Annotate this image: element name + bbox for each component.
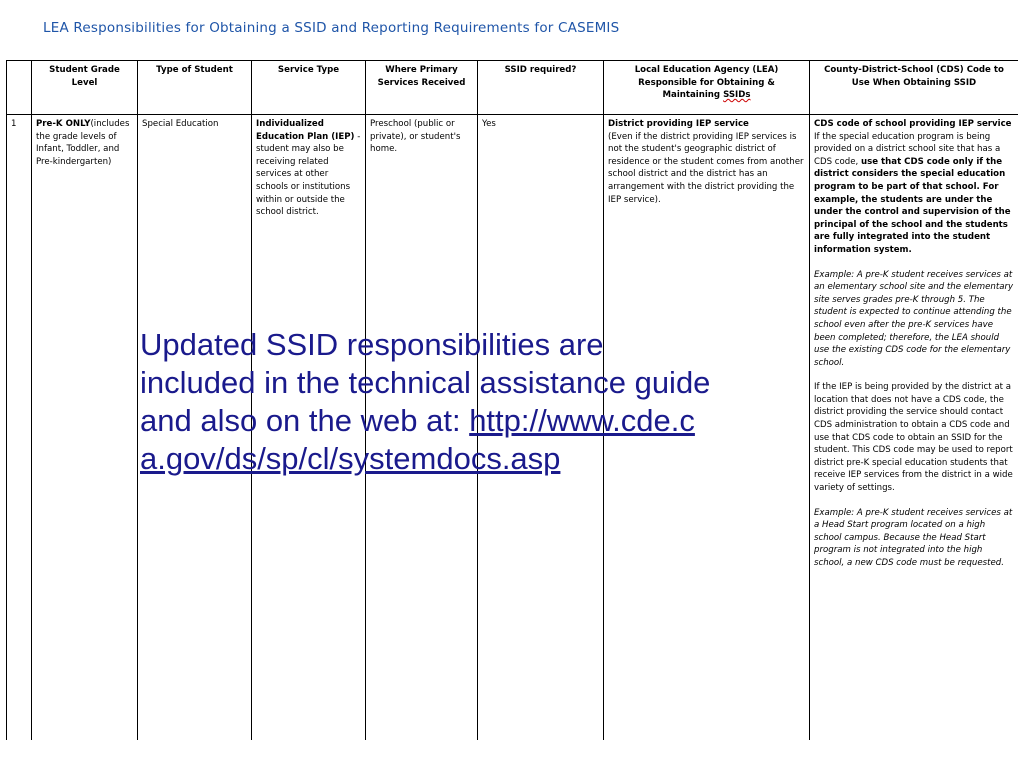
- cell-grade-level: [32, 115, 138, 741]
- spacer: [814, 369, 1014, 381]
- header-cds-code: County-District-School (CDS) Code to Use When Obtaining SSID: [810, 61, 1019, 115]
- lea-bold: District providing IEP service: [608, 119, 749, 129]
- spacer: [814, 495, 1014, 507]
- header-where-primary-services: Where Primary Services Received: [366, 61, 478, 115]
- cds-example-1: Example: A pre-K student receives services at an elementary school site and the elementary site serves grades pre-K through 5. The student is expected to continue attending the school even after the pre-K services have been completed; therefore, the LEA should use the existing CDS code for the elementary school.: [814, 269, 1014, 368]
- header-service-type: Service Type: [252, 61, 366, 115]
- cds-text-2: If the IEP is being provided by the district at a location that does not have a CDS code, the district providing the service should contact CDS administration to obtain a CDS code and use that CDS code to obtain an SSID for the student. This CDS code may be used to report district pre-K special education students that receive IEP services from the district in a wide variety of settings.: [814, 382, 1013, 494]
- cds-bold-note: use that CDS code only if the district considers the special education program to be part of that school. For example, the students are under the under the control and supervision of the principal of the school and the students are fully integrated into the student information system.: [814, 156, 1011, 255]
- header-ssid-required: SSID required?: [478, 61, 604, 115]
- cds-example-2: Example: A pre-K student receives services at a Head Start program located on a high school campus. Because the Head Start program is not integrated into the high school, a new CDS code must be requested.: [814, 507, 1013, 568]
- table-header-row: [7, 61, 1019, 115]
- cell-ssid-required: Yes: [478, 115, 604, 741]
- lea-detail: (Even if the district providing IEP services is not the student's geographic district of residence or the student comes from another school district and the district has an arrangement with the district providing the IEP service).: [608, 131, 804, 205]
- document-title: LEA Responsibilities for Obtaining a SSID and Reporting Requirements for CASEMIS: [43, 20, 620, 36]
- overlay-text: Updated SSID responsibilities are included in the technical assistance guide and also on the web at:: [140, 327, 711, 438]
- cds-heading: CDS code of school providing IEP service: [814, 119, 1012, 129]
- overlay-note: [140, 326, 720, 478]
- service-type-bold: Individualized Education Plan (IEP): [256, 119, 355, 142]
- cell-row-number: 1: [7, 115, 32, 741]
- header-lea-responsible: Local Education Agency (LEA) Responsible for Obtaining & Maintaining SSIDs: [604, 61, 810, 115]
- service-type-detail: - student may also be receiving related services at other schools or institutions within or outside the school district.: [256, 131, 361, 218]
- header-type-of-student: Type of Student: [138, 61, 252, 115]
- grade-level-detail: (includes the grade levels of Infant, Toddler, and Pre-kindergarten): [36, 119, 130, 167]
- grade-level-bold: Pre-K ONLY: [36, 119, 91, 129]
- header-student-grade-level: Student Grade Level: [32, 61, 138, 115]
- cell-where-services: Preschool (public or private), or student's home.: [366, 115, 478, 741]
- header-row-number: [7, 61, 32, 115]
- cds-text-1: If the special education program is being provided on a district school site that has a CDS code,: [814, 131, 1001, 167]
- cell-type-of-student: Special Education: [138, 115, 252, 741]
- systemdocs-link[interactable]: http://www.cde.ca.gov/ds/sp/cl/systemdocs.asp: [140, 403, 695, 476]
- cell-cds-code: [810, 115, 1019, 741]
- spacer: [814, 257, 1014, 269]
